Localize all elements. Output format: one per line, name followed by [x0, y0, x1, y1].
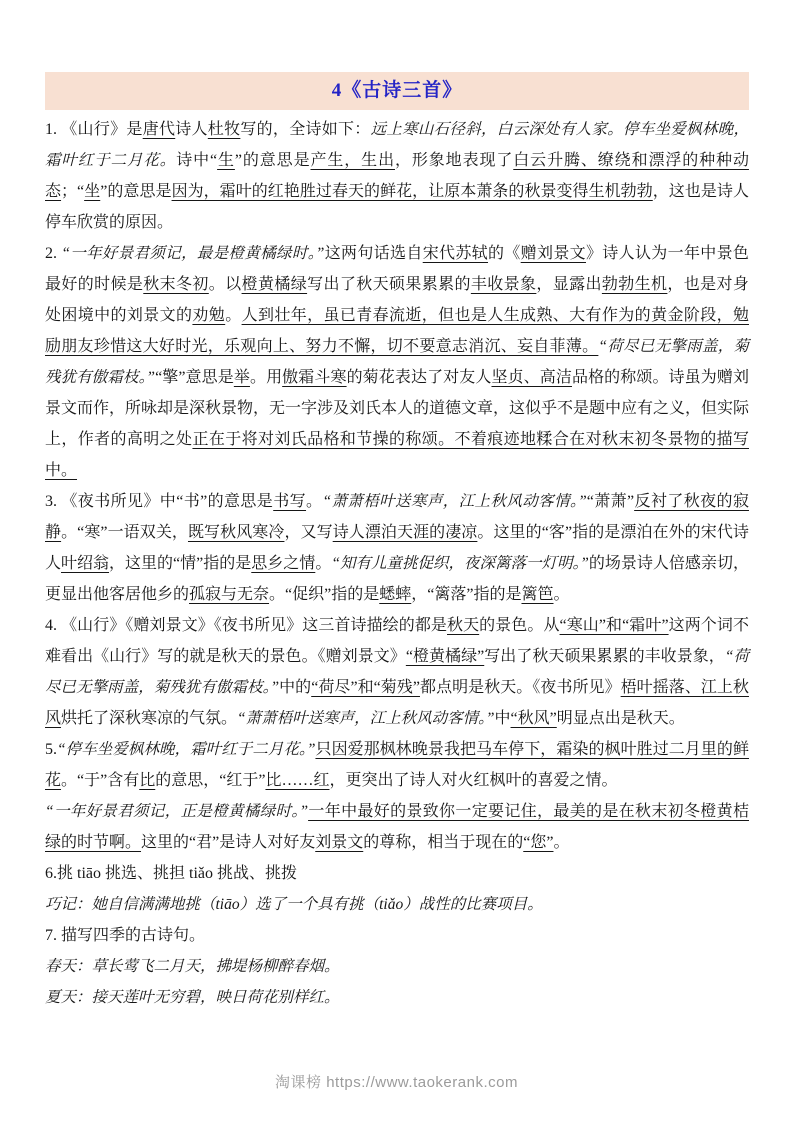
page-title: 4《古诗三首》 [331, 80, 463, 101]
text-segment: 中的 [279, 679, 312, 696]
text-segment: ，也是对身处困境中的刘景文的 [45, 276, 749, 324]
text-segment: 。“寒”一语双关， [61, 524, 188, 541]
underlined-key-segment: 产生，生出 [310, 152, 395, 169]
text-segment: 。 [315, 555, 332, 572]
underlined-key-segment: 人到壮年，虽已青春流逝，但也是人生成熟、大有作为的黄金阶段，勉励朋友珍惜这大好时光，乐观向上、努力不懈，切不要意志消沉、妄自菲薄。 [45, 307, 749, 355]
text-segment: 》诗人认为一年中景色最好的时候是 [45, 245, 749, 293]
text-segment: 。 [225, 307, 242, 324]
underlined-key-segment: 勃勃生机 [601, 276, 668, 293]
underlined-key-segment: 橙黄橘绿 [241, 276, 308, 293]
text-segment: 。“于”含有 [61, 772, 140, 789]
underlined-key-segment: 秋天 [447, 617, 480, 634]
paragraph-item-7-spring [45, 951, 749, 982]
underlined-key-segment: 举 [233, 369, 250, 386]
text-segment: 写出了秋天硕果累累的丰收景象， [484, 648, 725, 665]
text-segment: ，又写 [284, 524, 333, 541]
text-segment: 。这里的“客”指的是漂泊在外的宋代诗人 [45, 524, 749, 572]
text-segment: 的场景诗人倍感亲切，更显出他客居他乡的 [45, 555, 749, 603]
text-segment: 1. 《山行》是 [45, 121, 143, 138]
text-segment: 品格的称颂。诗虽为赠刘景文而作，所咏却是深秋景物，无一字涉及刘氏本人的道德文章，这似乎不是题中应有之义，但实际上，作者的高明之处 [45, 369, 750, 448]
text-segment: 的尊称，相当于现在的 [363, 834, 524, 851]
underlined-key-segment: 丰收景象 [470, 276, 537, 293]
text-segment: 。 [553, 586, 570, 603]
paragraph-item-3-yeshusuojian [45, 486, 749, 610]
text-segment: ”的意思是 [100, 183, 172, 200]
text-segment: ，形象地表现了 [394, 152, 514, 169]
underlined-key-segment: 傲霜斗寒 [282, 369, 347, 386]
text-segment: 6.挑 tiāo 挑选、挑担 tiǎo 挑战、挑拨 [45, 865, 297, 882]
underlined-key-segment: “寒山”和“霜叶” [559, 617, 669, 634]
underlined-key-segment: 白云升腾、缭绕和漂浮的种种动态 [45, 152, 749, 200]
text-segment: 的《 [488, 245, 521, 262]
text-segment: 诗中“ [176, 152, 218, 169]
paragraph-item-4-autumn-theme [45, 610, 749, 734]
underlined-key-segment: 蟋蟀 [379, 586, 412, 603]
text-segment: 写的，全诗如下： [240, 121, 371, 138]
text-segment: “萧萧” [586, 493, 635, 510]
underlined-key-segment: 既写秋风寒冷 [187, 524, 285, 541]
underlined-key-segment: “荷尽”和“菊残” [311, 679, 420, 696]
text-segment: 5. [45, 741, 57, 758]
underlined-key-segment: “橙黄橘绿” [405, 648, 485, 665]
poem-quote-segment: “萧萧梧叶送寒声，江上秋风动客情。” [237, 710, 495, 727]
underlined-key-segment: 叶绍翁 [61, 555, 110, 572]
text-segment: “擎”意思是 [155, 369, 234, 386]
text-segment: 。 [553, 834, 570, 851]
text-segment: 诗人 [175, 121, 208, 138]
paragraph-item-1-shanxing [45, 114, 749, 238]
text-segment: 中 [494, 710, 511, 727]
title-banner [45, 72, 749, 110]
underlined-key-segment: 杜牧 [207, 121, 241, 138]
underlined-key-segment: 赠刘景文 [520, 245, 586, 262]
text-segment: ”的意思是 [234, 152, 311, 169]
underlined-key-segment: 篱笆 [521, 586, 554, 603]
text-segment: 。“促织”指的是 [269, 586, 380, 603]
paragraph-item-7-seasons-header [45, 920, 749, 951]
text-segment: 的菊花表达了对友人 [346, 369, 492, 386]
underlined-key-segment: 生 [217, 152, 235, 169]
underlined-key-segment: 因为，霜叶的红艳胜过春天的鲜花，让原本萧条的秋景变得生机勃勃 [171, 183, 653, 200]
text-segment: 的景色。从 [479, 617, 560, 634]
text-segment: ；“ [61, 183, 85, 200]
text-segment: 这里的“君”是诗人对好友 [141, 834, 316, 851]
paragraph-item-7-summer [45, 982, 749, 1013]
poem-quote-segment: 春天：草长莺飞二月天，拂堤杨柳醉春烟。 [45, 958, 340, 975]
text-segment: 7. 描写四季的古诗句。 [45, 927, 206, 944]
underlined-key-segment: 比 [139, 772, 156, 789]
text-segment: ，“篱落”指的是 [411, 586, 522, 603]
poem-quote-segment: “萧萧梧叶送寒声，江上秋风动客情。” [322, 493, 587, 510]
paragraph-item-6-polyphone [45, 858, 749, 889]
text-segment: 烘托了深秋寒凉的气氛。 [61, 710, 238, 727]
footer [0, 1071, 793, 1092]
poem-quote-segment: “一年好景君须记，最是橙黄橘绿时。” [61, 245, 325, 262]
text-segment: 。用 [249, 369, 283, 386]
underlined-key-segment: 反衬了秋夜的寂静 [45, 493, 749, 541]
text-segment: 。 [306, 493, 323, 510]
text-segment: 这两个词不难看出《山行》写的就是秋天的景色。《赠刘景文》 [45, 617, 749, 665]
paragraph-item-2-zengliujingwen [45, 238, 749, 486]
underlined-key-segment: 一年中最好的景致你一定要记住，最美的是在秋末初冬橙黄桔绿的时节啊。 [45, 803, 749, 851]
underlined-key-segment: 秋末冬初 [143, 276, 209, 293]
underlined-key-segment: 宋代苏轼 [422, 245, 489, 262]
poem-quote-segment: 夏天：接天莲叶无穷碧，映日荷花别样红。 [45, 989, 340, 1006]
underlined-key-segment: 书写 [273, 493, 307, 510]
paragraph-item-6-mnemonic [45, 889, 749, 920]
paragraph-item-5-line-meaning-2 [45, 796, 749, 858]
underlined-key-segment: 孤寂与无奈 [189, 586, 270, 603]
text-segment: 。以 [208, 276, 242, 293]
text-segment: 的意思，“红于” [155, 772, 266, 789]
document-content [45, 72, 749, 1013]
underlined-key-segment: 唐代 [142, 121, 176, 138]
text-segment: 这两句话选自 [324, 245, 423, 262]
poem-quote-segment: 远上寒山石径斜，白云深处有人家。停车坐爱枫林晚，霜叶红于二月花。 [45, 121, 749, 169]
text-segment: 4. 《山行》《赠刘景文》《夜书所见》这三首诗描绘的都是 [45, 617, 447, 634]
text-segment: ，这也是诗人停车欣赏的原因。 [45, 183, 749, 231]
poem-quote-segment: “停车坐爱枫林晚，霜叶红于二月花。” [57, 741, 316, 758]
underlined-key-segment: 只因爱那枫林晚景我把马车停下，霜染的枫叶胜过二月里的鲜花 [45, 741, 749, 789]
paragraph-item-5-line-meaning [45, 734, 749, 796]
poem-quote-segment: “一年好景君须记，正是橙黄橘绿时。” [45, 803, 309, 820]
underlined-key-segment: 思乡之情 [251, 555, 316, 572]
underlined-key-segment: 诗人漂泊天涯的凄凉 [332, 524, 478, 541]
underlined-key-segment: 坚贞、高洁 [491, 369, 572, 386]
text-segment: 明显点出是秋天。 [556, 710, 685, 727]
footer-watermark-text: 淘课榜 https://www.taokerank.com [275, 1074, 518, 1091]
text-segment: ，显露出 [536, 276, 602, 293]
underlined-key-segment: “秋风” [510, 710, 557, 727]
text-segment: 写出了秋天硕果累累的 [307, 276, 471, 293]
poem-quote-segment: “荷尽已无擎雨盖，菊残犹有傲霜枝。” [45, 338, 749, 386]
text-segment: ，更突出了诗人对火红枫叶的喜爱之情。 [329, 772, 618, 789]
underlined-key-segment: 劝勉 [192, 307, 226, 324]
underlined-key-segment: 正在于将对刘氏品格和节操的称颂。不着痕迹地糅合在对秋末初冬景物的描写中。 [45, 431, 749, 479]
underlined-key-segment: 刘景文 [315, 834, 364, 851]
poem-quote-segment: “知有儿童挑促织，夜深篱落一灯明。” [331, 555, 589, 572]
text-segment: 3. 《夜书所见》中“书”的意思是 [45, 493, 274, 510]
text-segment: 2. [45, 245, 62, 262]
underlined-key-segment: 坐 [84, 183, 101, 200]
underlined-key-segment: “您” [523, 834, 554, 851]
document-body [45, 114, 749, 1013]
underlined-key-segment: 比……红 [265, 772, 330, 789]
poem-quote-segment: “荷尽已无擎雨盖，菊残犹有傲霜枝。” [45, 648, 749, 696]
poem-quote-segment: 巧记：她自信满满地挑（tiāo）选了一个具有挑（tiǎo）战性的比赛项目。 [45, 896, 543, 913]
underlined-key-segment: 梧叶摇落、江上秋风 [45, 679, 749, 727]
text-segment: ，这里的“情”指的是 [109, 555, 252, 572]
text-segment: 都点明是秋天。《夜书所见》 [419, 679, 621, 696]
